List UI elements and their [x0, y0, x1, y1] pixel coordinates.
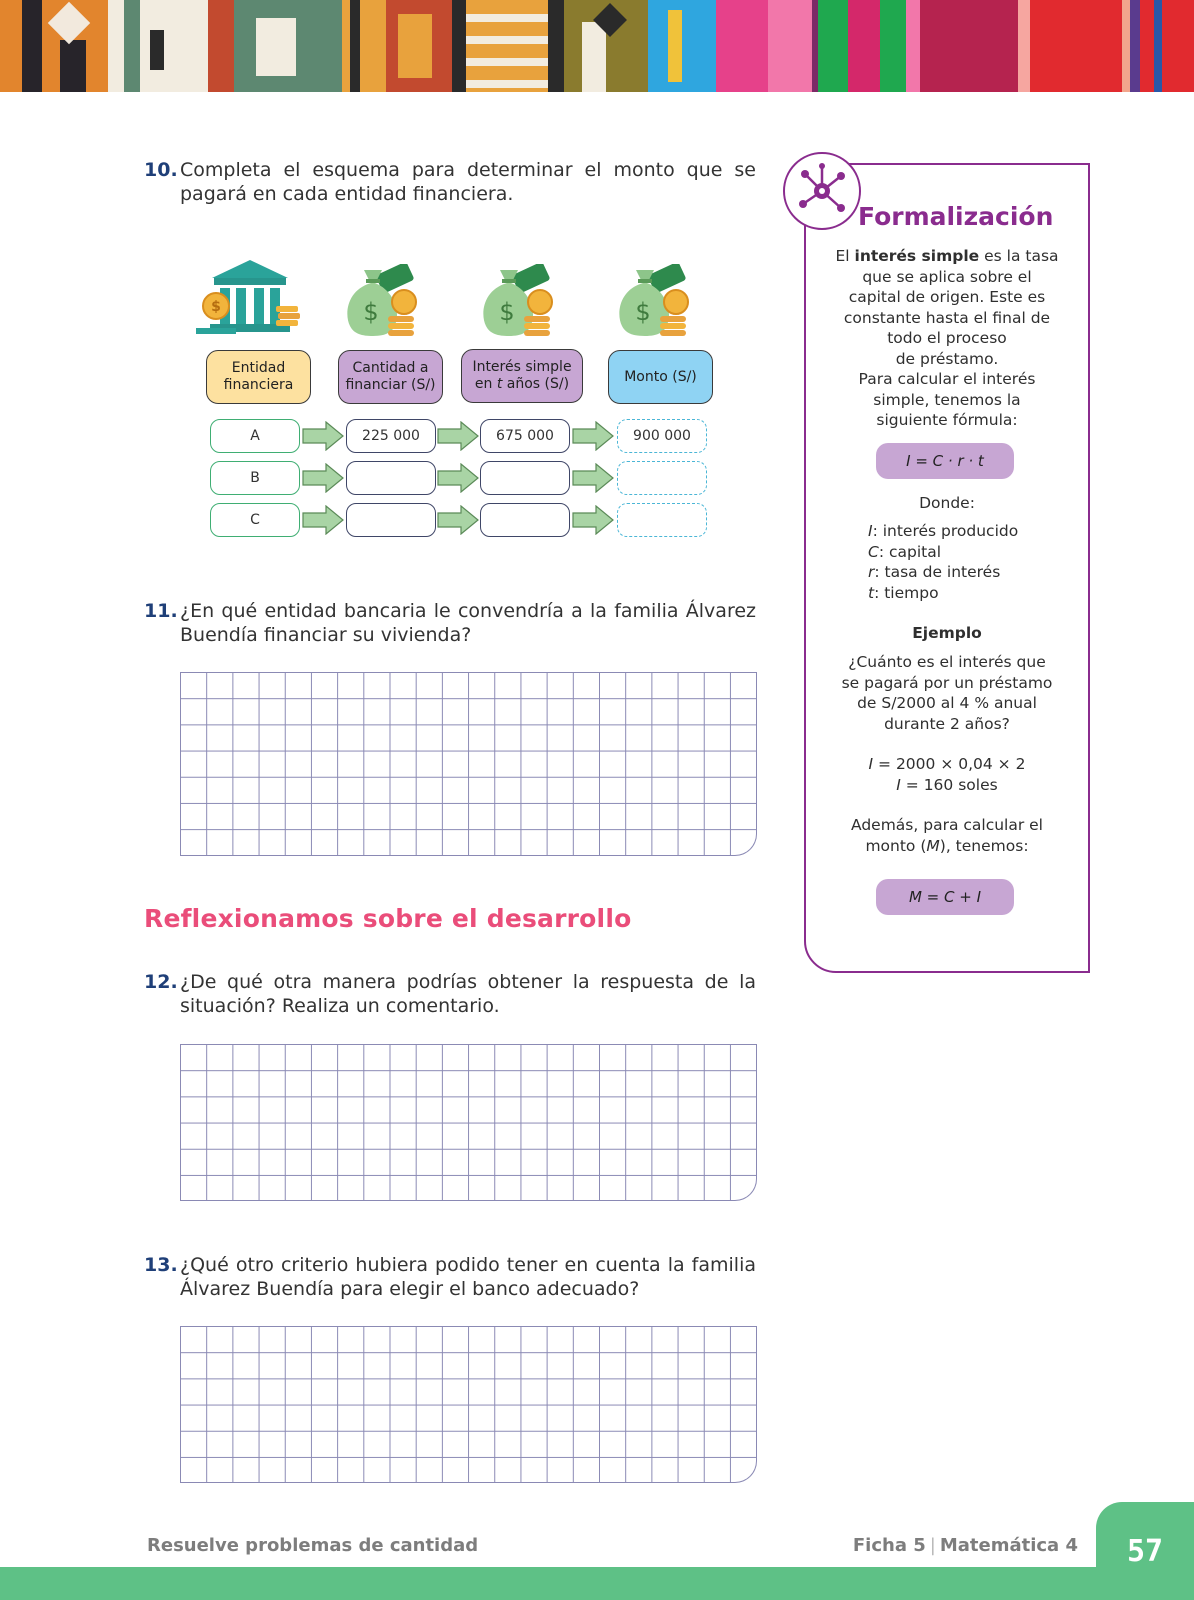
network-icon — [785, 154, 859, 228]
row-c-entity: C — [210, 503, 300, 537]
amount-l1: Además, para calcular el — [851, 816, 1043, 834]
arrow-right-icon — [302, 421, 344, 451]
svg-text:$: $ — [363, 298, 379, 326]
formalization-badge — [783, 152, 861, 230]
row-c-amount[interactable] — [346, 503, 436, 537]
header-interest-line1: Interés simple — [472, 359, 572, 375]
arrow-right-icon — [302, 463, 344, 493]
row-b-interest[interactable] — [480, 461, 570, 495]
row-a-entity: A — [210, 419, 300, 453]
footer-sheet-info — [853, 1535, 1078, 1556]
money-bag-icon — [614, 264, 694, 338]
section-heading: Reflexionamos sobre el desarrollo — [144, 904, 632, 933]
intro-l1-post: es la tasa — [979, 247, 1059, 265]
legend-var: C — [868, 542, 879, 561]
example-l4: durante 2 años? — [884, 714, 1010, 733]
question-text: Completa el esquema para determinar el monto que se pagará en cada entidad financiera. — [180, 159, 756, 205]
header-amount-line2: financiar (S/) — [345, 377, 436, 393]
header-amount-line1: Cantidad a — [352, 360, 429, 376]
header-interest-var: t — [496, 376, 503, 392]
row-a-amount[interactable]: 225 000 — [346, 419, 436, 453]
example-calculation — [812, 754, 1082, 795]
arrow-right-icon — [572, 421, 614, 451]
intro-bold: interés simple — [854, 247, 980, 265]
example-title: Ejemplo — [912, 624, 982, 642]
row-c-interest[interactable] — [480, 503, 570, 537]
example-text — [812, 652, 1082, 734]
row-c-total[interactable] — [617, 503, 707, 537]
answer-grid-11[interactable] — [180, 672, 757, 856]
variable-legend — [868, 521, 1018, 603]
row-b-entity: B — [210, 461, 300, 495]
calc2-rest: = 160 soles — [900, 775, 998, 794]
arrow-right-icon — [302, 505, 344, 535]
amount-text — [812, 815, 1082, 856]
amount-l2-pre: monto ( — [865, 836, 927, 855]
row-b-total[interactable] — [617, 461, 707, 495]
legend-item — [868, 521, 1018, 542]
header-total-label: Monto (S/) — [624, 368, 697, 385]
arrow-right-icon — [437, 505, 479, 535]
formula-interest: I = C · r · t — [876, 443, 1014, 479]
question-number: 13. — [144, 1254, 178, 1276]
header-total — [608, 350, 713, 404]
header-interest-post: años (S/) — [502, 376, 570, 392]
page-number: 57 — [1096, 1502, 1194, 1600]
formalization-title: Formalización — [858, 202, 1054, 231]
calc1-var: I — [868, 755, 874, 773]
legend-desc: : capital — [878, 542, 942, 561]
legend-desc: : tasa de interés — [874, 563, 1001, 581]
legend-item — [868, 562, 1018, 583]
question-text: ¿En qué entidad bancaria le convendría a la familia Álvarez Buendía financiar su vivienda? — [180, 600, 756, 646]
intro-pre: El — [835, 247, 855, 265]
svg-text:$: $ — [635, 298, 651, 326]
calc1-rest: = 2000 × 0,04 × 2 — [873, 755, 1026, 773]
question-12 — [144, 970, 756, 1018]
question-text: ¿Qué otro criterio hubiera podido tener en cuenta la familia Álvarez Buendía para elegir el banco adecuado? — [180, 1254, 756, 1300]
row-b-amount[interactable] — [346, 461, 436, 495]
answer-grid-13[interactable] — [180, 1326, 757, 1483]
calc-l3: siguiente fórmula: — [876, 411, 1018, 429]
calc-l2: simple, tenemos la — [873, 390, 1021, 409]
legend-desc: : interés producido — [872, 522, 1019, 540]
formalization-intro — [812, 246, 1082, 431]
question-text: ¿De qué otra manera podrías obtener la respuesta de la situación? Realiza un comentario. — [180, 971, 756, 1017]
intro-l6: de préstamo. — [895, 349, 999, 368]
arrow-right-icon — [437, 463, 479, 493]
question-number: 10. — [144, 159, 178, 181]
header-interest — [461, 349, 583, 403]
intro-l4: constante hasta el final de — [843, 308, 1051, 327]
legend-item — [868, 542, 1018, 563]
question-11 — [144, 599, 756, 647]
legend-var: r — [868, 563, 875, 581]
example-l3: de S/2000 al 4 % anual — [857, 694, 1037, 712]
svg-text:$: $ — [499, 298, 515, 326]
header-entity-line2: financiera — [223, 377, 294, 393]
legend-desc: : tiempo — [874, 583, 939, 602]
amount-l2-post: ), tenemos: — [939, 836, 1029, 855]
example-l1: ¿Cuánto es el interés que — [848, 653, 1046, 671]
legend-var: t — [868, 583, 875, 602]
question-13 — [144, 1253, 756, 1301]
footer-sheet: Ficha 5 — [852, 1535, 926, 1556]
header-amount — [338, 350, 443, 404]
row-a-total[interactable]: 900 000 — [617, 419, 707, 453]
footer-bar — [0, 1567, 1194, 1600]
money-bag-icon — [342, 264, 422, 338]
header-entity-line1: Entidad — [231, 360, 286, 376]
where-label: Donde: — [919, 494, 975, 512]
footer-subject: Matemática 4 — [939, 1535, 1078, 1556]
amount-l2-var: M — [926, 836, 940, 855]
legend-item — [868, 583, 1018, 604]
money-bag-icon — [478, 264, 558, 338]
header-entity — [206, 350, 311, 404]
bank-icon — [196, 258, 304, 338]
svg-text:$: $ — [211, 299, 221, 315]
intro-l5: todo el proceso — [887, 329, 1007, 347]
calc-l1: Para calcular el interés — [858, 370, 1036, 388]
header-interest-pre: en — [474, 376, 497, 392]
row-a-interest[interactable]: 675 000 — [480, 419, 570, 453]
intro-l2: que se aplica sobre el — [862, 267, 1032, 286]
question-number: 11. — [144, 600, 178, 622]
arrow-right-icon — [572, 505, 614, 535]
arrow-right-icon — [572, 463, 614, 493]
example-l2: se pagará por un préstamo — [841, 673, 1053, 692]
question-10 — [144, 158, 756, 206]
decorative-banner — [0, 0, 1194, 92]
calc2-var: I — [896, 775, 901, 794]
arrow-right-icon — [437, 421, 479, 451]
footer-separator: | — [929, 1535, 936, 1556]
question-number: 12. — [144, 971, 178, 993]
formula-amount: M = C + I — [876, 879, 1014, 915]
answer-grid-12[interactable] — [180, 1044, 757, 1201]
footer-competency: Resuelve problemas de cantidad — [147, 1535, 479, 1556]
intro-l3: capital de origen. Este es — [848, 288, 1046, 306]
legend-var: I — [868, 522, 873, 540]
